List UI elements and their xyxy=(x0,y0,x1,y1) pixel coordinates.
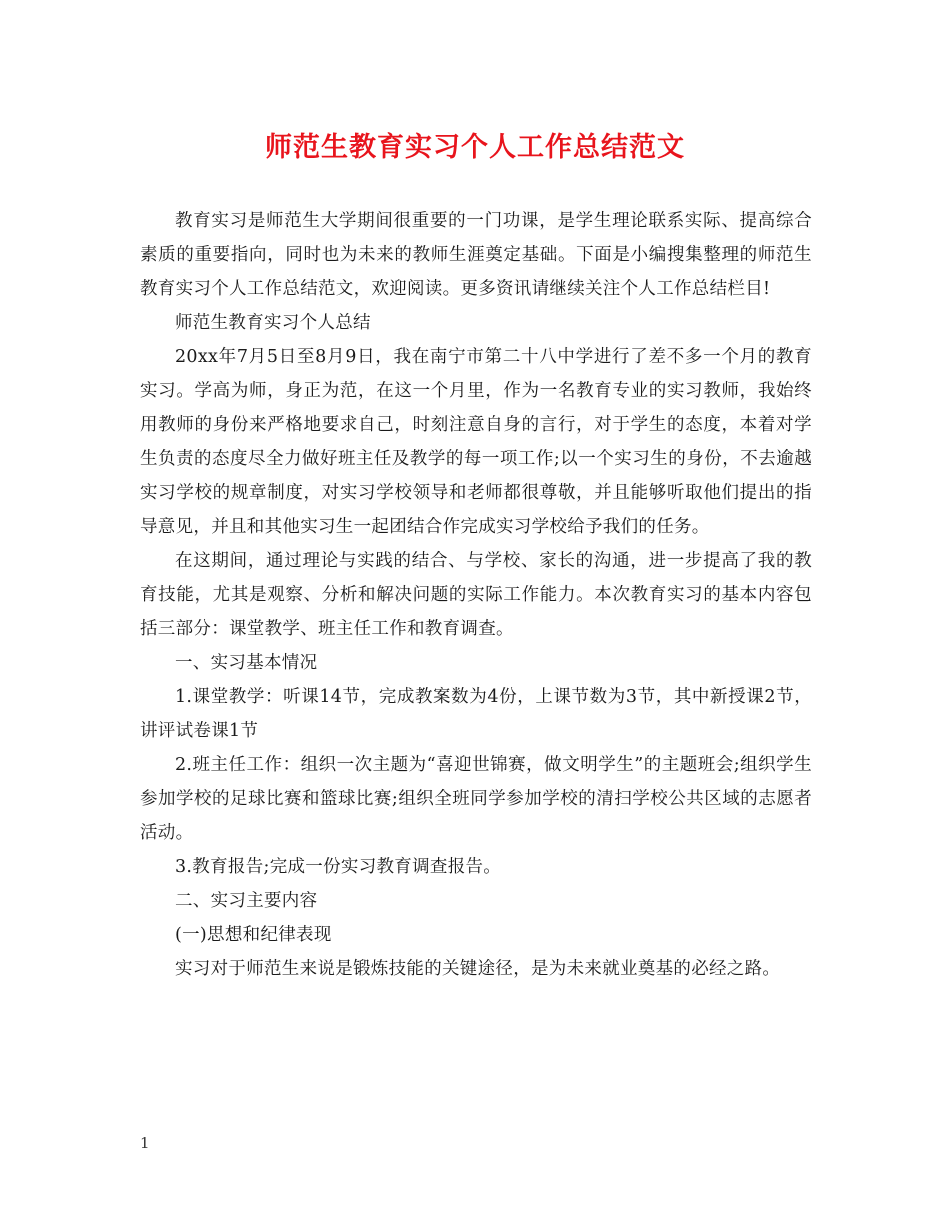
document-title: 师范生教育实习个人工作总结范文 xyxy=(265,132,685,163)
paragraph-skills: 在这期间，通过理论与实践的结合、与学校、家长的沟通，进一步提高了我的教育技能，尤其是观察、分析和解决问题的实际工作能力。本次教育实习的基本内容包括三部分：课堂教学、班主任工作和教育调查。 xyxy=(140,551,812,639)
document-body xyxy=(140,204,812,986)
list-item-classroom-teaching: 1.课堂教学：听课14节，完成教案数为4份，上课节数为3节，其中新授课2节，讲评试卷课1节 xyxy=(140,687,812,741)
section-heading-summary: 师范生教育实习个人总结 xyxy=(175,313,371,333)
paragraph-intro: 教育实习是师范生大学期间很重要的一门功课，是学生理论联系实际、提高综合素质的重要指向，同时也为未来的教师生涯奠定基础。下面是小编搜集整理的师范生教育实习个人工作总结范文，欢迎阅读。更多资讯请继续关注个人工作总结栏目! xyxy=(140,211,812,299)
section-heading-main-content: 二、实习主要内容 xyxy=(175,891,318,911)
section-heading-basic-situation: 一、实习基本情况 xyxy=(175,653,318,673)
list-item-class-teacher-work: 2.班主任工作：组织一次主题为“喜迎世锦赛，做文明学生”的主题班会;组织学生参加学校的足球比赛和篮球比赛;组织全班同学参加学校的清扫学校公共区域的志愿者活动。 xyxy=(140,755,812,843)
paragraph-closing: 实习对于师范生来说是锻炼技能的关键途径，是为未来就业奠基的必经之路。 xyxy=(175,959,781,979)
page-number: 1 xyxy=(140,1134,150,1152)
list-item-education-report: 3.教育报告;完成一份实习教育调查报告。 xyxy=(175,857,502,877)
paragraph-internship-overview: 20xx年7月5日至8月9日，我在南宁市第二十八中学进行了差不多一个月的教育实习。学高为师，身正为范，在这一个月里，作为一名教育专业的实习教师，我始终用教师的身份来严格地要求自己，时刻注意自身的言行，对于学生的态度，本着对学生负责的态度尽全力做好班主任及教学的每一项工作;以一个实习生的身份，不去逾越实习学校的规章制度，对实习学校领导和老师都很尊敬，并且能够听取他们提出的指导意见，并且和其他实习生一起团结合作完成实习学校给予我们的任务。 xyxy=(140,347,812,537)
subsection-heading-discipline: (一)思想和纪律表现 xyxy=(175,925,332,945)
